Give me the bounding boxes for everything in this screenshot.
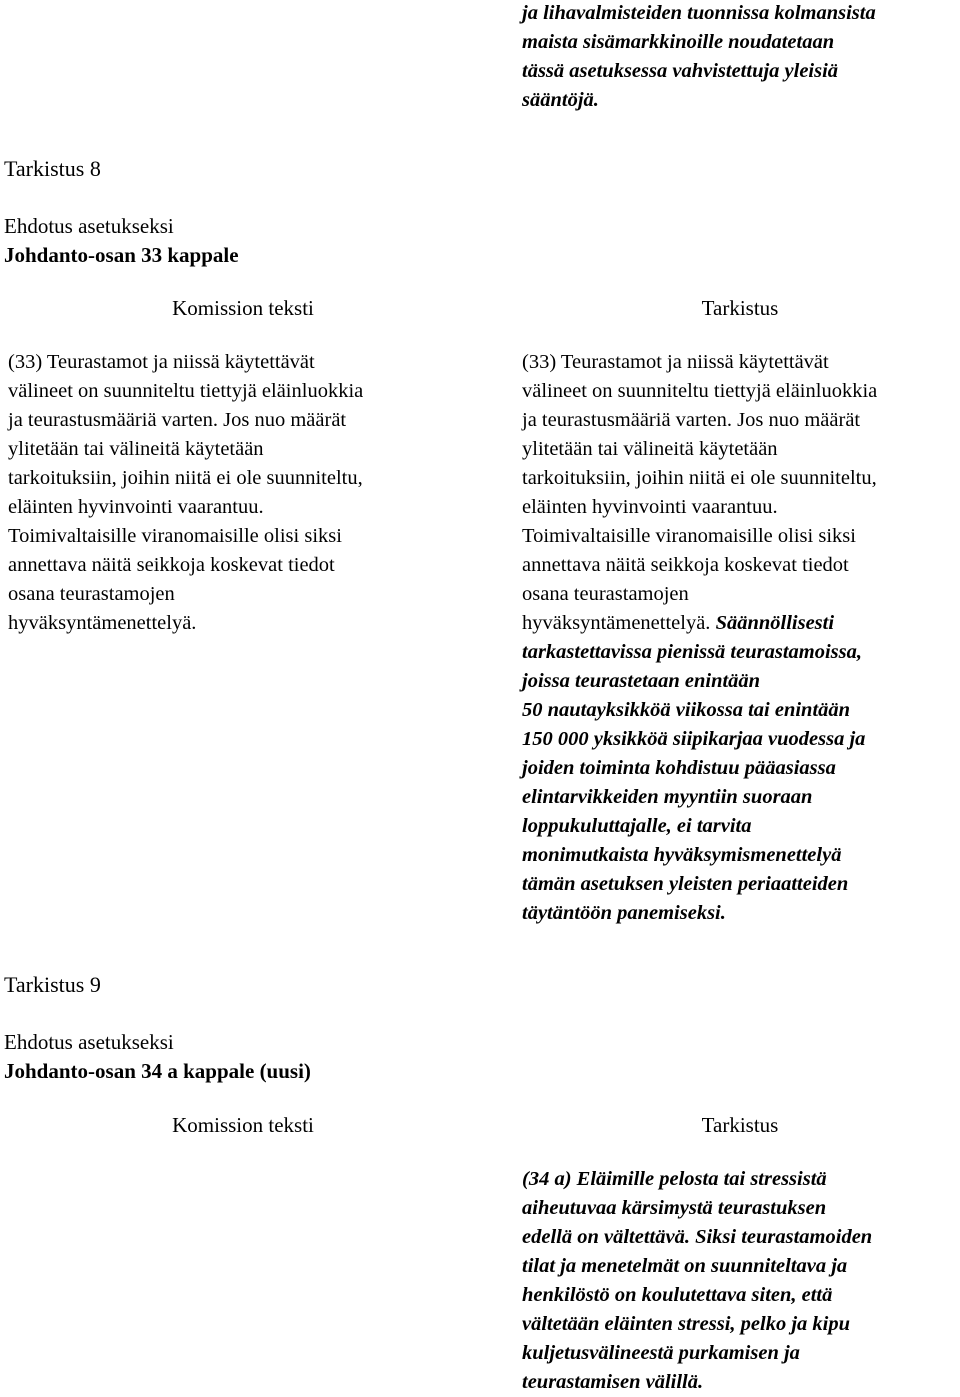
- text-line: Toimivaltaisille viranomaisille olisi siksi: [522, 525, 856, 547]
- fragment-line: maista sisämarkkinoille noudatetaan: [522, 31, 835, 53]
- text-line: (33) Teurastamot ja niissä käytettävät: [8, 351, 315, 373]
- fragment-line: tässä asetuksessa vahvistettuja yleisiä: [522, 60, 839, 82]
- added-text-line: kuljetusvälineestä purkamisen ja: [522, 1342, 800, 1364]
- text-line: annettava näitä seikkoja koskevat tiedot: [522, 554, 849, 576]
- text-line: osana teurastamojen: [8, 583, 175, 605]
- added-text-line: tarkastettavissa pienissä teurastamoissa,: [522, 641, 863, 663]
- text-line: ylitetään tai välineitä käytetään: [522, 438, 778, 460]
- text-line: osana teurastamojen: [522, 583, 689, 605]
- fragment-line: ja lihavalmisteiden tuonnissa kolmansista: [522, 2, 876, 24]
- text-line: tarkoituksiin, joihin niitä ei ole suunniteltu,: [8, 467, 363, 489]
- added-text-line: (34 a) Eläimille pelosta tai stressistä: [522, 1168, 827, 1190]
- added-text-line: tilat ja menetelmät on suunniteltava ja: [522, 1255, 848, 1277]
- added-text-line: henkilöstö on koulutettava siten, että: [522, 1284, 833, 1306]
- amendment-text-body: [522, 348, 958, 928]
- amendment-8-heading: [4, 154, 239, 270]
- added-text-line: teurastamisen välillä.: [522, 1371, 704, 1393]
- text-line: (33) Teurastamot ja niissä käytettävät: [522, 351, 829, 373]
- text-line: tarkoituksiin, joihin niitä ei ole suunniteltu,: [522, 467, 877, 489]
- added-text: Säännöllisesti: [715, 612, 835, 634]
- amendment-9-heading: [4, 970, 311, 1086]
- added-text-line: loppukuluttajalle, ei tarvita: [522, 815, 752, 837]
- amendment-header: Tarkistus: [701, 296, 779, 320]
- added-text-line: 50 nautayksikköä viikossa tai enintään: [522, 699, 851, 721]
- plain-text: hyväksyntämenettelyä.: [522, 612, 716, 634]
- reference-label: Johdanto-osan 33 kappale: [4, 243, 239, 267]
- added-text-line: täytäntöön panemiseksi.: [522, 902, 726, 924]
- added-text-line: edellä on vältettävä. Siksi teurastamoiden: [522, 1226, 873, 1248]
- proposal-label: Ehdotus asetukseksi: [4, 214, 174, 238]
- text-line: ylitetään tai välineitä käytetään: [8, 438, 264, 460]
- commission-text-header: Komission teksti: [172, 296, 314, 320]
- text-line: ja teurastusmääriä varten. Jos nuo määrät: [8, 409, 347, 431]
- commission-text-body: [8, 348, 478, 638]
- amendment-title: Tarkistus 9: [4, 972, 101, 997]
- text-line: annettava näitä seikkoja koskevat tiedot: [8, 554, 335, 576]
- added-text-line: aiheutuvaa kärsimystä teurastuksen: [522, 1197, 827, 1219]
- text-line: eläinten hyvinvointi vaarantuu.: [8, 496, 264, 518]
- added-text-line: elintarvikkeiden myyntiin suoraan: [522, 786, 813, 808]
- text-line: välineet on suunniteltu tiettyjä eläinluokkia: [522, 380, 878, 402]
- commission-text-header: Komission teksti: [172, 1113, 314, 1137]
- added-text-line: tämän asetuksen yleisten periaatteiden: [522, 873, 849, 895]
- fragment-line: sääntöjä.: [522, 89, 599, 111]
- text-line: välineet on suunniteltu tiettyjä eläinluokkia: [8, 380, 364, 402]
- added-text-line: joissa teurastetaan enintään: [522, 670, 761, 692]
- amendment-header: Tarkistus: [701, 1113, 779, 1137]
- amendment-title: Tarkistus 8: [4, 156, 101, 181]
- added-text-line: monimutkaista hyväksymismenettelyä: [522, 844, 842, 866]
- text-line: eläinten hyvinvointi vaarantuu.: [522, 496, 778, 518]
- text-line: ja teurastusmääriä varten. Jos nuo määrät: [522, 409, 861, 431]
- reference-label: Johdanto-osan 34 a kappale (uusi): [4, 1059, 311, 1083]
- proposal-label: Ehdotus asetukseksi: [4, 1030, 174, 1054]
- text-line-mixed: [522, 609, 958, 638]
- added-text-line: vältetään eläinten stressi, pelko ja kipu: [522, 1313, 851, 1335]
- top-fragment: [522, 0, 958, 115]
- added-text-line: 150 000 yksikköä siipikarjaa vuodessa ja: [522, 728, 866, 750]
- added-text-line: joiden toiminta kohdistuu pääasiassa: [522, 757, 836, 779]
- text-line: hyväksyntämenettelyä.: [8, 612, 197, 634]
- amendment-text-body: [522, 1165, 958, 1397]
- text-line: Toimivaltaisille viranomaisille olisi siksi: [8, 525, 342, 547]
